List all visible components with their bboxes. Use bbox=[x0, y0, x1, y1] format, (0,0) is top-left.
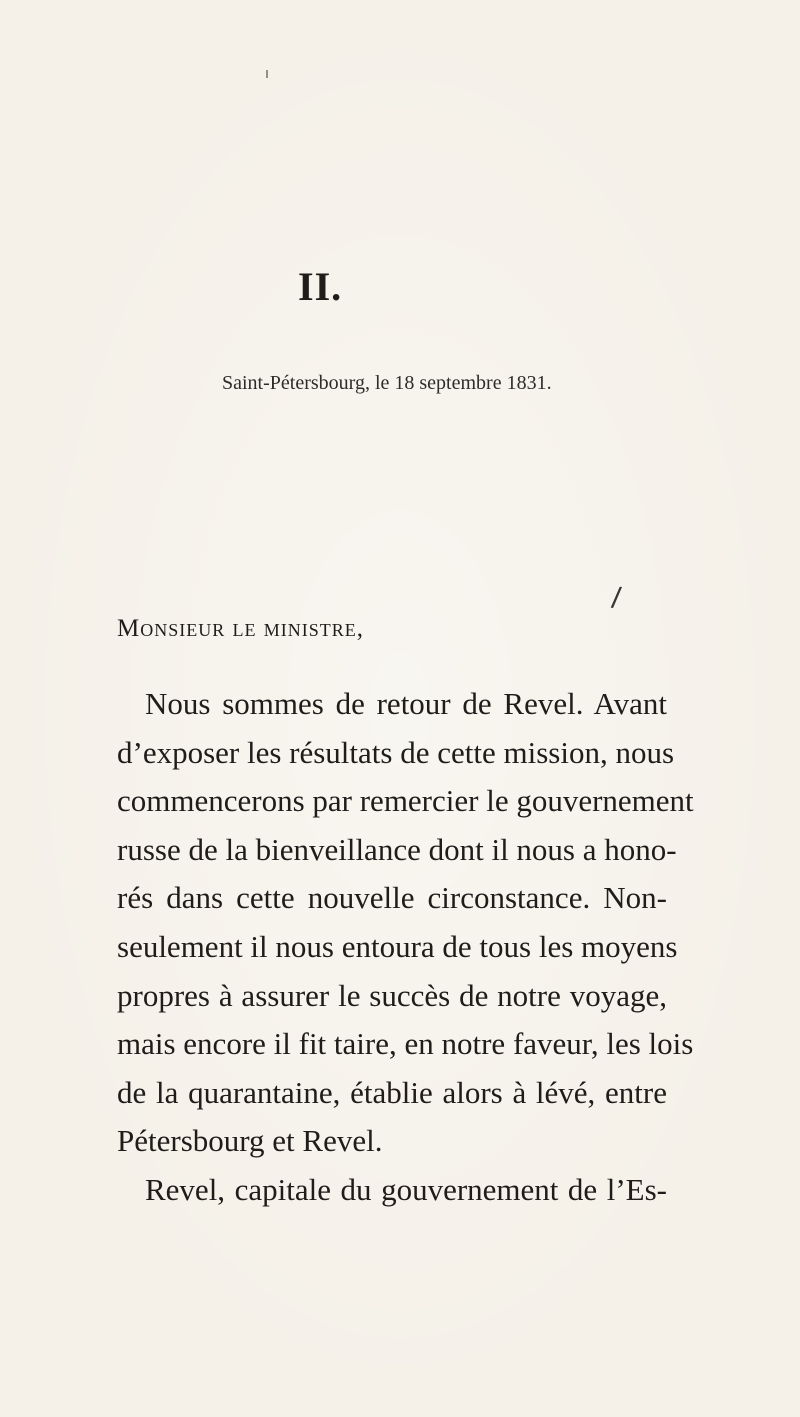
paragraph-1-line-10: Pétersbourg et Revel. bbox=[117, 1123, 383, 1159]
ink-speck bbox=[266, 70, 268, 78]
paragraph-1-line-8: mais encore il fit taire, en notre faveur, les lois bbox=[117, 1026, 694, 1062]
paragraph-2-line-1: Revel, capitale du gouvernement de l’Es- bbox=[145, 1171, 667, 1207]
paragraph-1-line-7: propres à assurer le succès de notre voyage, bbox=[117, 977, 667, 1013]
paragraph-1-line-5: rés dans cette nouvelle circonstance. Non- bbox=[117, 880, 667, 916]
paragraph-1-line-6: seulement il nous entoura de tous les moyens bbox=[117, 928, 678, 964]
paragraph-1-line-2: d’exposer les résultats de cette mission, nous bbox=[117, 734, 675, 770]
paragraph-1-line-1: Nous sommes de retour de Revel. Avant bbox=[145, 686, 667, 721]
chapter-number: II. bbox=[298, 264, 343, 309]
paragraph-1-line-9: de la quarantaine, établie alors à lévé, entre bbox=[117, 1074, 667, 1110]
letter-body bbox=[117, 680, 694, 1215]
pencil-slash-mark: / bbox=[609, 581, 623, 616]
paragraph-1-line-3: commencerons par remercier le gouvernement bbox=[117, 783, 694, 819]
letter-dateline: Saint-Pétersbourg, le 18 septembre 1831. bbox=[222, 372, 552, 394]
paragraph-1-line-4: russe de la bienveillance dont il nous a hono- bbox=[117, 831, 677, 867]
letter-salutation: Monsieur le ministre, bbox=[117, 615, 364, 642]
